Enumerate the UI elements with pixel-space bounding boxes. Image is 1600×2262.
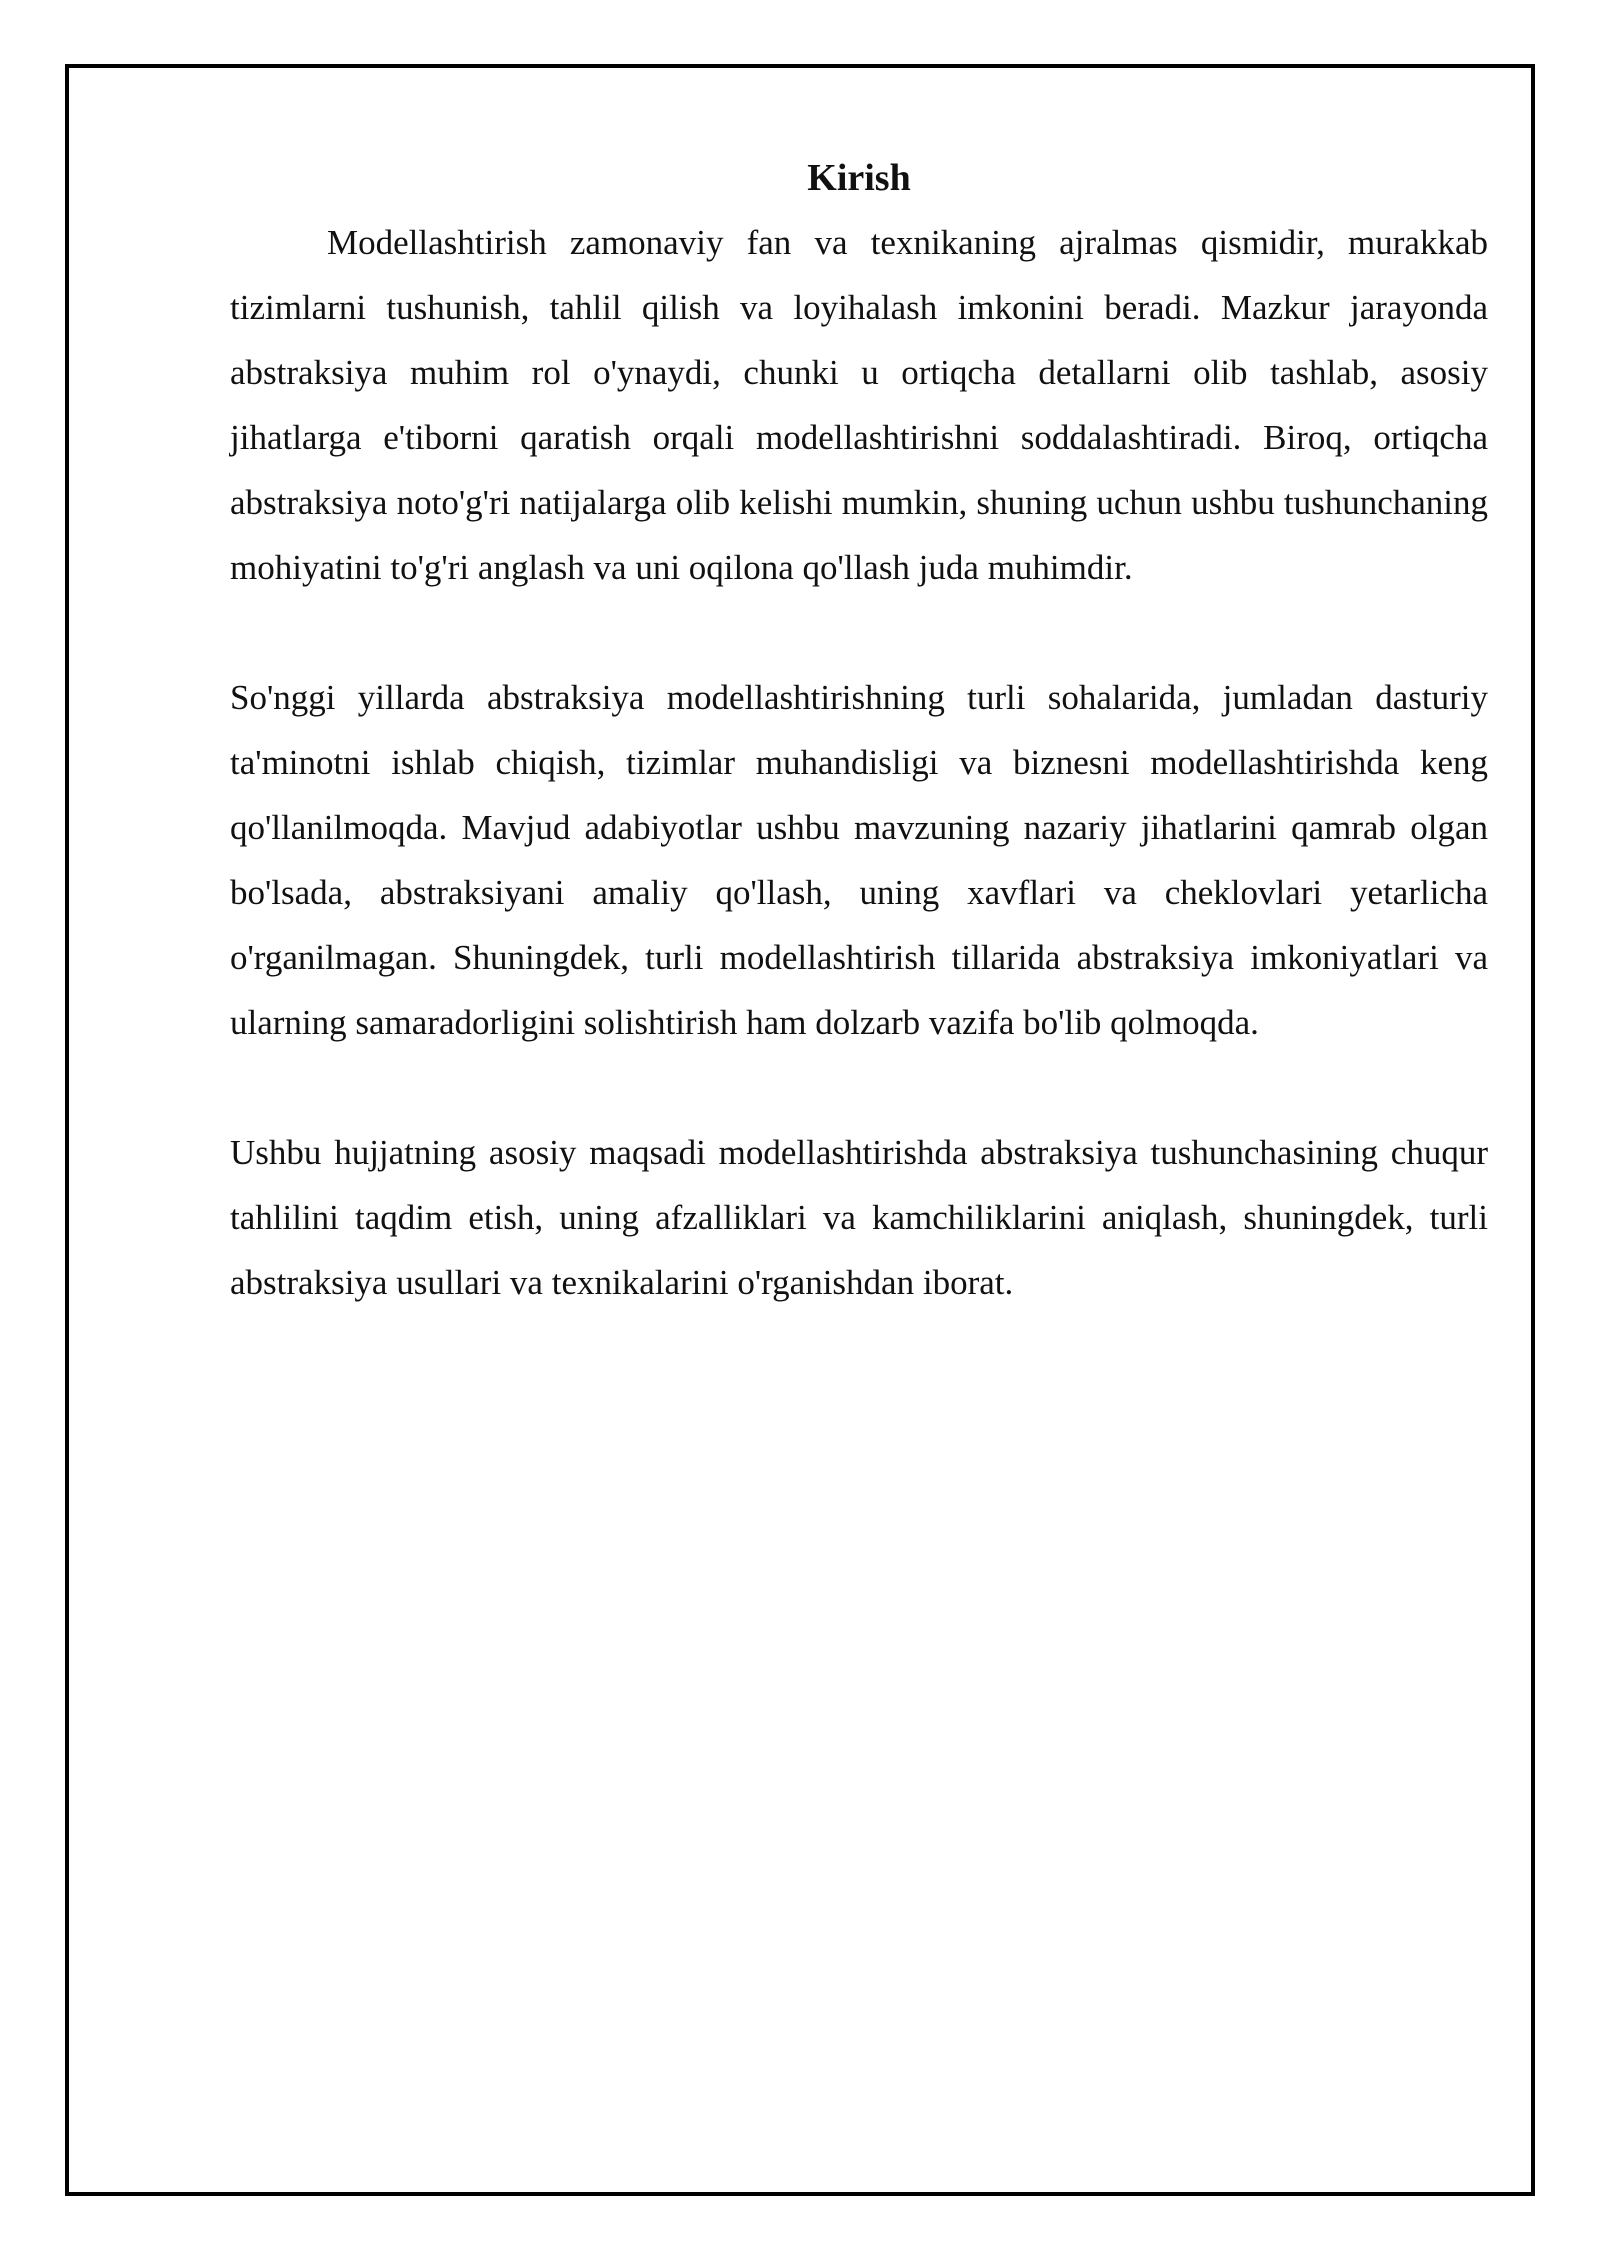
paragraph-literature: So'nggi yillarda abstraksiya modellashtirishning turli sohalarida, jumladan dasturiy ta'minotni ishlab chiqish, tizimlar muhandisligi va biznesni modellashtirishda keng qo'llanilmoqda. Mavjud adabiyotlar ushbu mavzuning nazariy jihatlarini qamrab olgan bo'lsada, abstraksiyani amaliy qo'llash, uning xavflari va cheklovlari yetarlicha o'rganilmagan. Shuningdek, turli modellashtirish tillarida abstraksiya imkoniyatlari va ularning samaradorligini solishtirish ham dolzarb vazifa bo'lib qolmoqda. — [230, 678, 1488, 1042]
paragraph-gap — [230, 1055, 1488, 1120]
document-title: Kirish — [807, 157, 911, 199]
document-body — [230, 150, 1488, 1315]
paragraph-gap — [230, 600, 1488, 665]
paragraph-purpose: Ushbu hujjatning asosiy maqsadi modellashtirishda abstraksiya tushunchasining chuqur tahlilini taqdim etish, uning afzalliklari va kamchiliklarini aniqlash, shuningdek, turli abstraksiya usullari va texnikalarini o'rganishdan iborat. — [230, 1133, 1488, 1302]
paragraph-intro: Modellashtirish zamonaviy fan va texnikaning ajralmas qismidir, murakkab tizimlarni tushunish, tahlil qilish va loyihalash imkonini beradi. Mazkur jarayonda abstraksiya muhim rol o'ynaydi, chunki u ortiqcha detallarni olib tashlab, asosiy jihatlarga e'tiborni qaratish orqali modellashtirishni soddalashtiradi. Biroq, ortiqcha abstraksiya noto'g'ri natijalarga olib kelishi mumkin, shuning uchun ushbu tushunchaning mohiyatini to'g'ri anglash va uni oqilona qo'llash juda muhimdir. — [230, 223, 1488, 587]
